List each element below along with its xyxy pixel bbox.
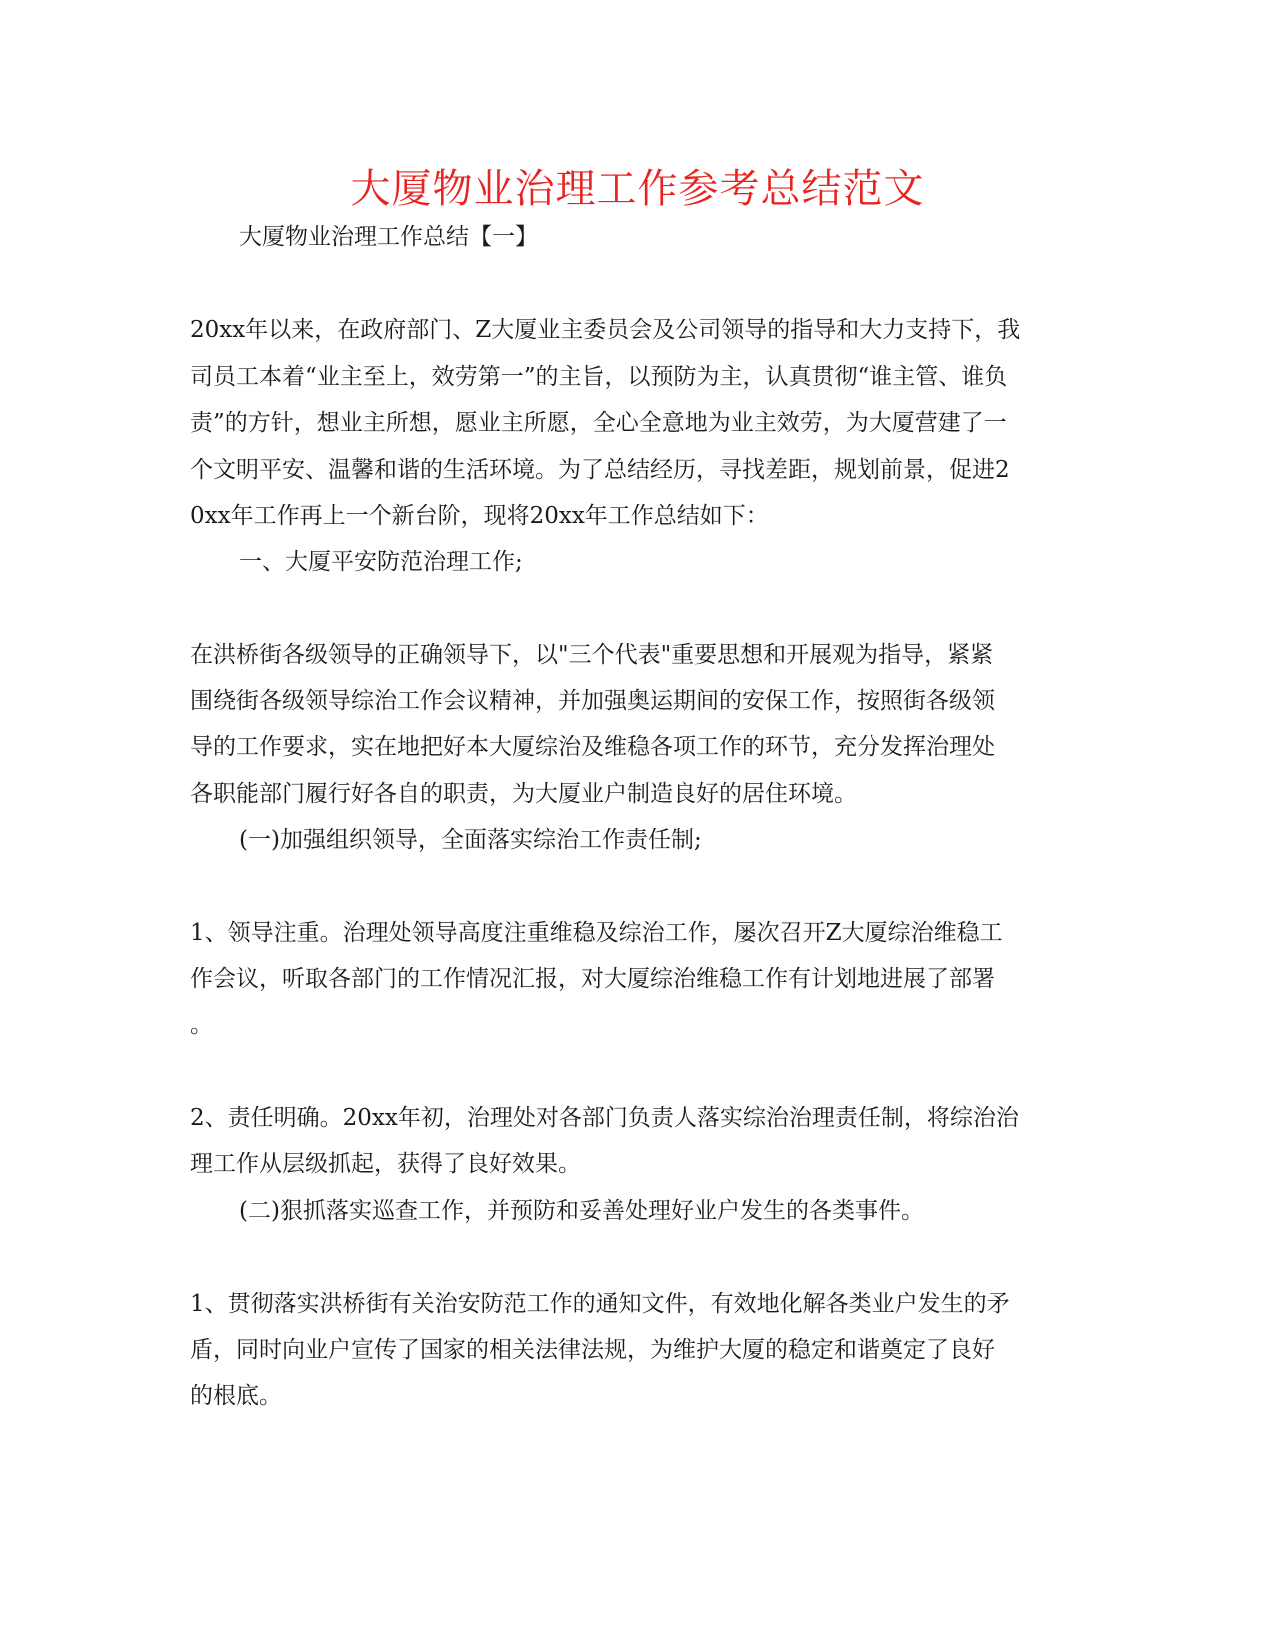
body-line-8: 在洪桥街各级领导的正确领导下，以"三个代表"重要思想和开展观为指导，紧紧: [190, 642, 994, 668]
body-line-13: 1、领导注重。治理处领导高度注重维稳及综治工作，屡次召开Z大厦综治维稳工: [190, 920, 1003, 946]
body-line-15: 。: [190, 1012, 213, 1038]
body-line-5: 个文明平安、温馨和谐的生活环境。为了总结经历，寻找差距，规划前景，促进2: [190, 457, 1010, 483]
body-line-7: 一、大厦平安防范治理工作;: [239, 549, 523, 575]
body-line-19: 1、贯彻落实洪桥街有关治安防范工作的通知文件，有效地化解各类业户发生的矛: [190, 1291, 1010, 1317]
body-line-6: 0xx年工作再上一个新台阶，现将20xx年工作总结如下：: [190, 503, 769, 529]
body-line-11: 各职能部门履行好各自的职责，为大厦业户制造良好的居住环境。: [190, 781, 857, 807]
body-line-17: 理工作从层级抓起，获得了良好效果。: [190, 1151, 581, 1177]
body-line-1: 大厦物业治理工作总结【一】: [239, 224, 538, 250]
body-line-2: 20xx年以来，在政府部门、Z大厦业主委员会及公司领导的指导和大力支持下，我: [190, 317, 1021, 343]
body-line-20: 盾，同时向业户宣传了国家的相关法律法规，为维护大厦的稳定和谐奠定了良好: [190, 1337, 995, 1363]
document-title: 大厦物业治理工作参考总结范文: [350, 166, 925, 212]
body-line-14: 作会议，听取各部门的工作情况汇报，对大厦综治维稳工作有计划地进展了部署: [190, 966, 995, 992]
body-line-16: 2、责任明确。20xx年初，治理处对各部门负责人落实综治治理责任制，将综治治: [190, 1105, 1019, 1131]
body-line-18: (二)狠抓落实巡查工作，并预防和妥善处理好业户发生的各类事件。: [239, 1198, 924, 1224]
body-line-4: 责”的方针，想业主所想，愿业主所愿，全心全意地为业主效劳，为大厦营建了一: [190, 410, 1007, 436]
body-line-3: 司员工本着“业主至上，效劳第一”的主旨，以预防为主，认真贯彻“谁主管、谁负: [190, 364, 1008, 390]
body-line-9: 围绕街各级领导综治工作会议精神，并加强奥运期间的安保工作，按照街各级领: [190, 688, 995, 714]
body-line-10: 导的工作要求，实在地把好本大厦综治及维稳各项工作的环节，充分发挥治理处: [190, 734, 995, 760]
body-line-21: 的根底。: [190, 1383, 282, 1409]
body-line-12: (一)加强组织领导，全面落实综治工作责任制;: [239, 827, 702, 853]
